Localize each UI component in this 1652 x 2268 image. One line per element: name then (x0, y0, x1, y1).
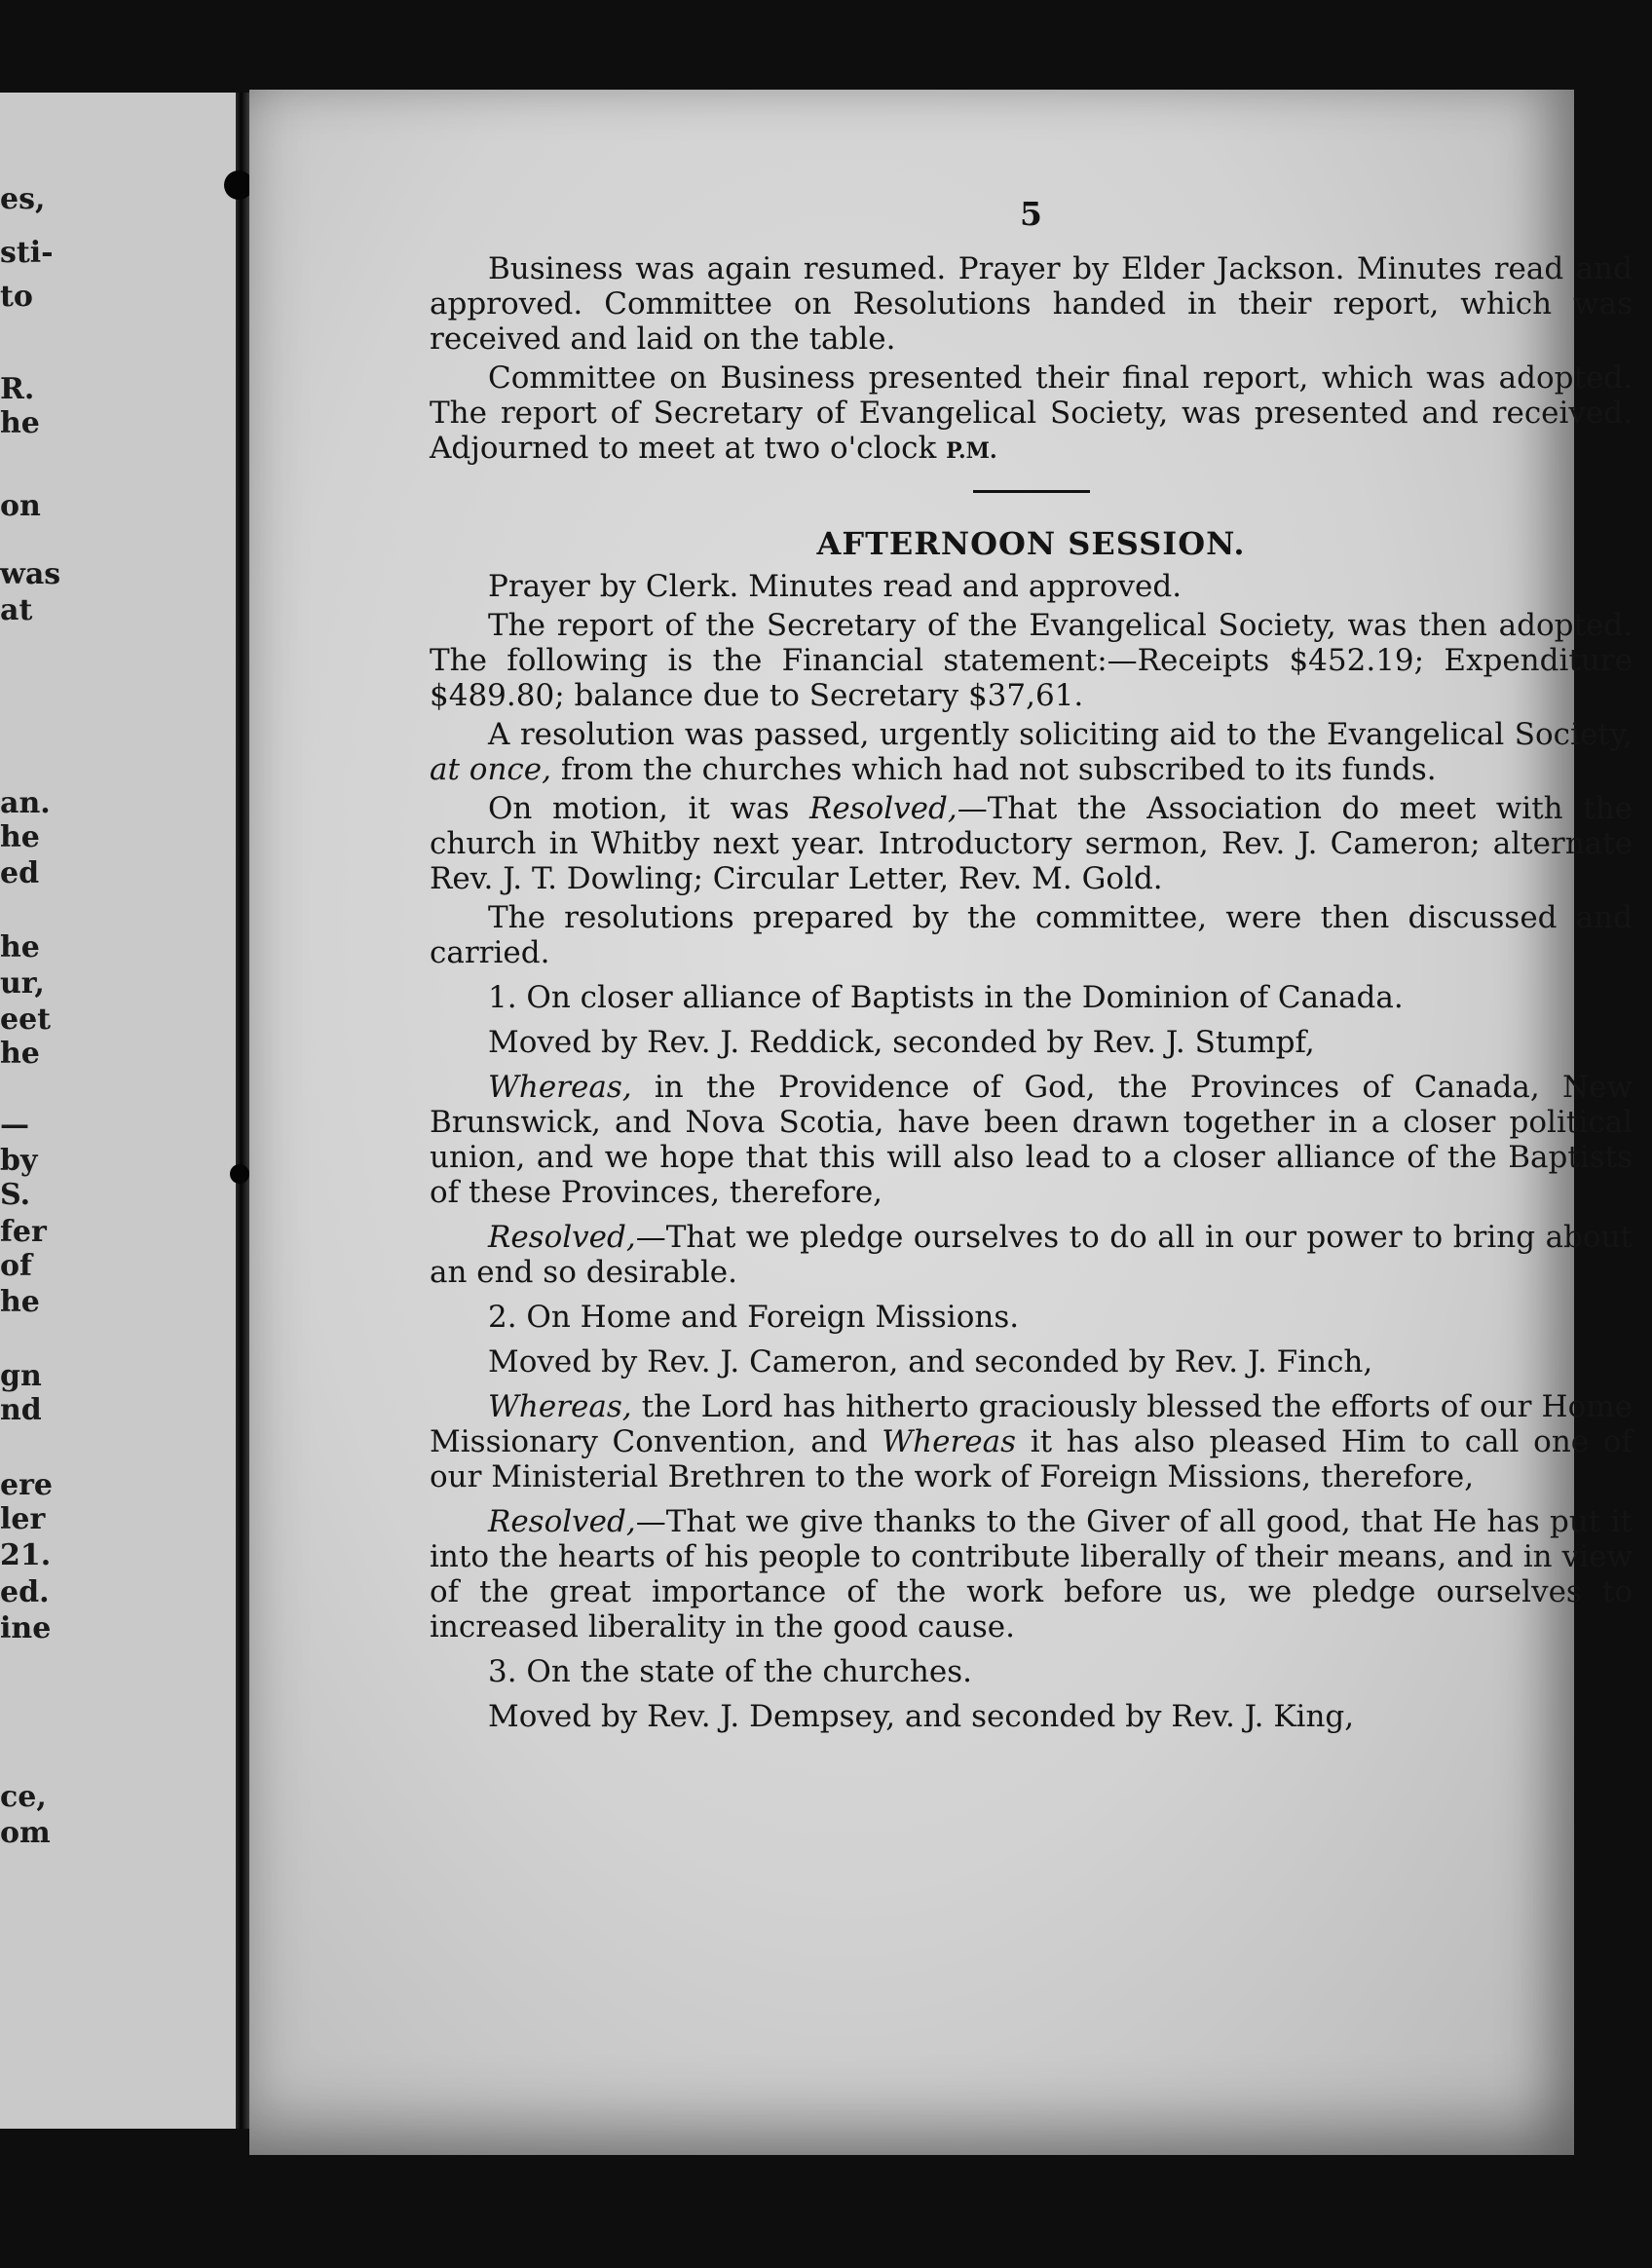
left-page-text-fragment: ere (0, 1468, 53, 1502)
left-page-text-fragment: es, (0, 182, 46, 216)
paragraph: Moved by Rev. J. Cameron, and seconded by Rev. J. Finch, (488, 1344, 1373, 1380)
left-page-text-fragment: ed. (0, 1575, 50, 1609)
left-page-text-fragment: ler (0, 1502, 46, 1536)
resolution-title: 3. On the state of the churches. (488, 1654, 972, 1689)
left-page-text-fragment: an. (0, 786, 51, 820)
left-page-text-fragment: ur, (0, 966, 45, 1001)
left-page-text-fragment: ed (0, 856, 40, 890)
left-page-text-fragment: sti- (0, 236, 54, 270)
left-page-text-fragment: by (0, 1144, 38, 1178)
paragraph: A resolution was passed, urgently soliciting aid to the Evangelical Society, at once, from the churches which had not subscribed to its funds. (430, 717, 1633, 787)
left-page-text-fragment: he (0, 1037, 40, 1071)
page-number: 5 (1020, 195, 1042, 233)
paragraph: The report of the Secretary of the Evangelical Society, was then adopted. The following is the Financial statement:—Receipts $452.19; Expenditure $489.80; balance due to Secretary $37,61. (430, 608, 1633, 713)
section-divider (973, 490, 1090, 493)
book-gutter (236, 93, 249, 2129)
left-page-text-fragment: ce, (0, 1780, 47, 1814)
left-page-text-fragment: — (0, 1108, 29, 1142)
left-page-text-fragment: fer (0, 1215, 47, 1249)
left-page-text-fragment: was (0, 557, 61, 591)
page-content (430, 197, 1633, 1738)
paragraph: On motion, it was Resolved,—That the Association do meet with the church in Whitby next year. Introductory sermon, Rev. J. Cameron; alternate Rev. J. T. Dowling; Circular Letter, Rev. M. Gold. (430, 791, 1633, 896)
left-page-text-fragment: at (0, 593, 33, 627)
resolution-title: 1. On closer alliance of Baptists in the Dominion of Canada. (488, 980, 1404, 1015)
section-heading: AFTERNOON SESSION. (816, 525, 1246, 562)
left-page-text-fragment: he (0, 820, 40, 854)
left-page-text-fragment: eet (0, 1002, 52, 1037)
left-page-text-fragment: he (0, 406, 40, 440)
binding-mark (230, 1164, 249, 1184)
left-page-text-fragment: he (0, 1285, 40, 1319)
left-page-edge (0, 93, 242, 2129)
paragraph: Whereas, in the Providence of God, the Provinces of Canada, New Brunswick, and Nova Scotia, have been drawn together in a closer political union, and we hope that this will also lead to a closer alliance of the Baptists of these Provinces, therefore, (430, 1070, 1633, 1210)
book-page (249, 90, 1633, 2155)
paragraph: Moved by Rev. J. Dempsey, and seconded by Rev. J. King, (488, 1699, 1355, 1734)
left-page-text-fragment: om (0, 1816, 51, 1850)
left-page-text-fragment: he (0, 930, 40, 964)
left-page-text-fragment: to (0, 280, 33, 314)
left-page-text-fragment: 21. (0, 1538, 52, 1572)
left-page-text-fragment: on (0, 489, 41, 523)
left-page-text-fragment: S. (0, 1178, 31, 1212)
resolution-title: 2. On Home and Foreign Missions. (488, 1300, 1020, 1335)
paragraph: Whereas, the Lord has hitherto graciously blessed the efforts of our Home Missionary Convention, and Whereas it has also pleased Him to call one of our Ministerial Brethren to the work of Foreign Missions, therefore, (430, 1389, 1633, 1494)
left-page-text-fragment: R. (0, 372, 35, 406)
paragraph: The resolutions prepared by the committee, were then discussed and carried. (430, 900, 1633, 970)
left-page-text-fragment: ine (0, 1611, 52, 1645)
left-page-text-fragment: nd (0, 1393, 42, 1427)
paragraph: Committee on Business presented their final report, which was adopted. The report of Secretary of Evangelical Society, was presented and received. Adjourned to meet at two o'clock P.M. (430, 360, 1633, 466)
paragraph: Prayer by Clerk. Minutes read and approved. (488, 569, 1183, 604)
left-page-text-fragment: gn (0, 1359, 42, 1393)
paragraph: Business was again resumed. Prayer by Elder Jackson. Minutes read and approved. Committee on Resolutions handed in their report, which was received and laid on the table. (430, 251, 1633, 357)
left-page-text-fragment: of (0, 1249, 32, 1283)
paragraph: Moved by Rev. J. Reddick, seconded by Rev. J. Stumpf, (488, 1025, 1315, 1060)
paragraph: Resolved,—That we give thanks to the Giver of all good, that He has put it into the hearts of his people to contribute liberally of their means, and in view of the great importance of the work before us, we pledge ourselves to increased liberality in the good cause. (430, 1504, 1633, 1644)
paragraph: Resolved,—That we pledge ourselves to do all in our power to bring about an end so desirable. (430, 1220, 1633, 1290)
